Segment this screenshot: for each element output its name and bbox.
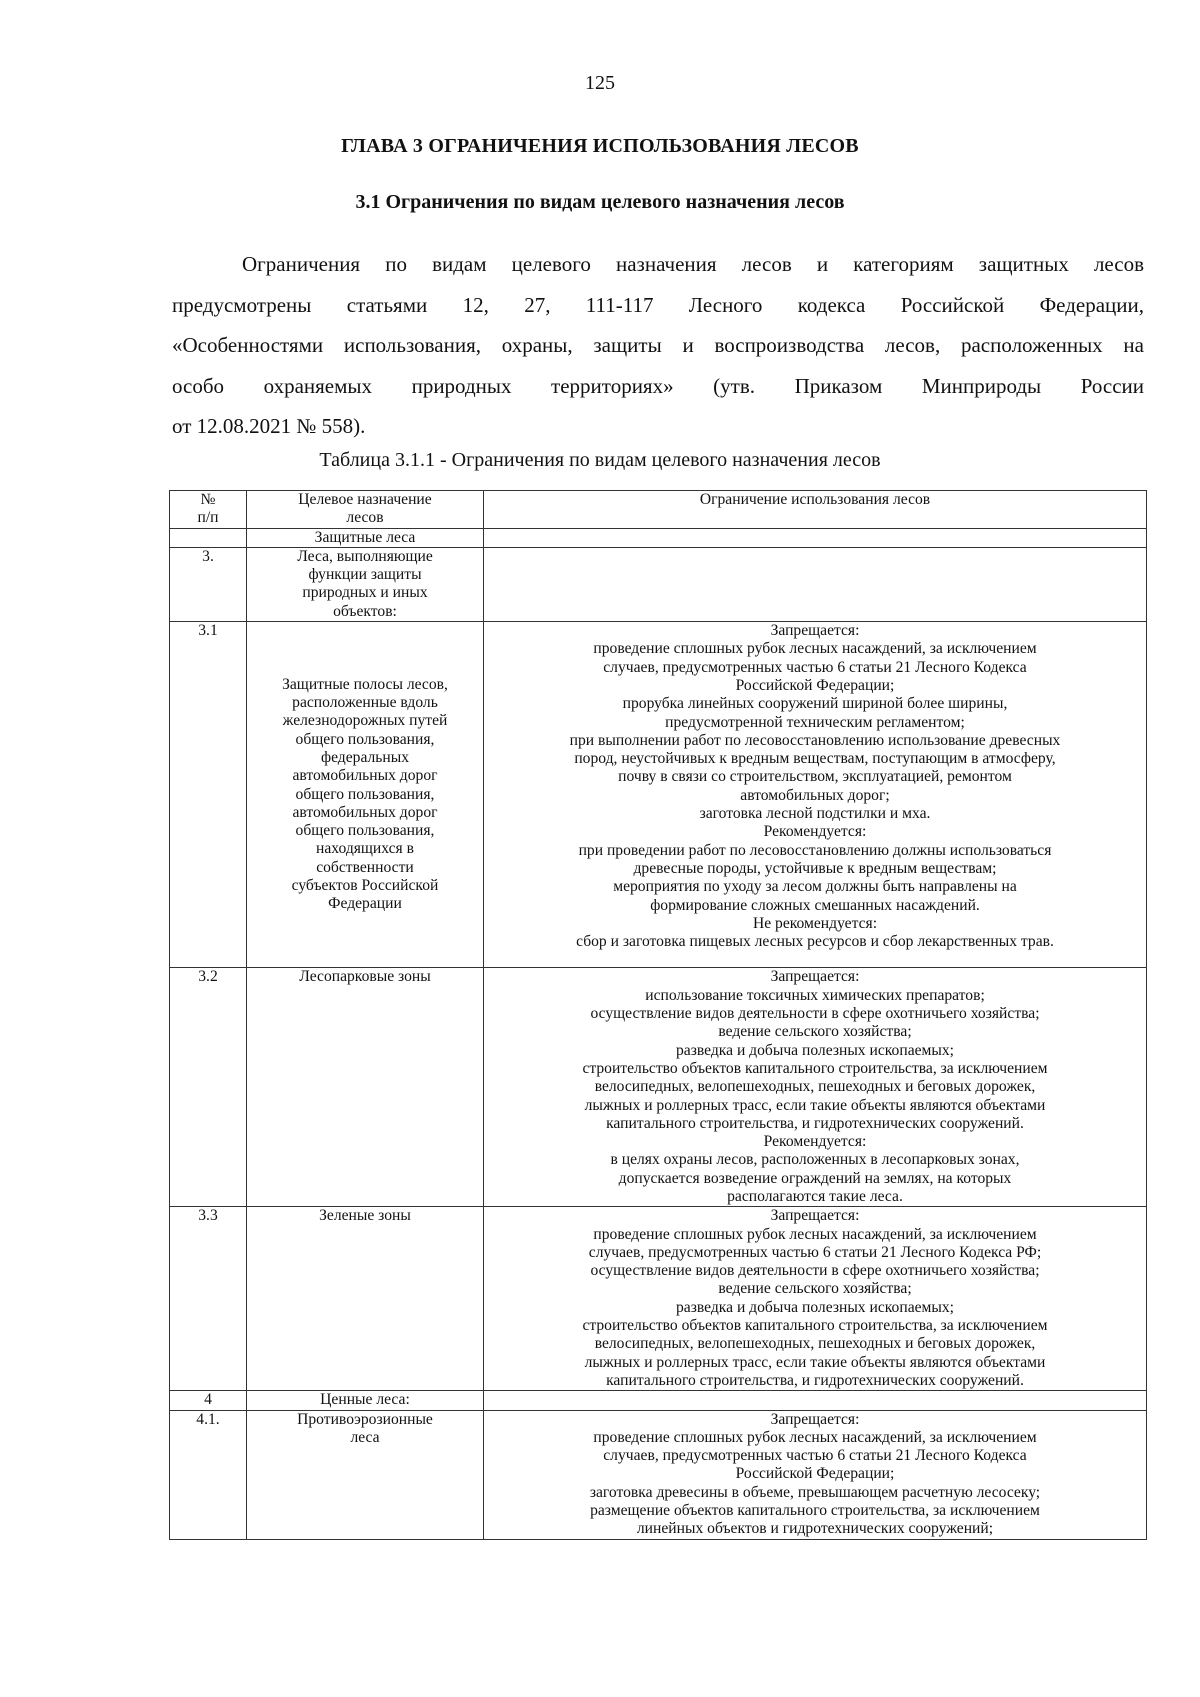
row-restrictions: [484, 547, 1147, 621]
section-title: 3.1 Ограничения по видам целевого назначения лесов: [355, 191, 845, 213]
intro-line: особо охраняемых природных территориях» (утв. Приказом Минприроды России: [172, 373, 1144, 398]
row-purpose: Защитные полосы лесов, расположенные вдоль железнодорожных путей общего пользования, федеральных автомобильных дорог общего пользования, автомобильных дорог общего пользования, находящихся в собственности субъектов Российской Федерации: [247, 622, 484, 968]
header-number: № п/п: [170, 491, 247, 529]
intro-line: от 12.08.2021 № 558).: [172, 414, 366, 438]
row-number: 3.2: [170, 968, 247, 1207]
row-number: 3.: [170, 547, 247, 621]
row-number: [170, 528, 247, 547]
table-caption: Таблица 3.1.1 - Ограничения по видам целевого назначения лесов: [319, 449, 881, 471]
table-row: [170, 1410, 1147, 1539]
row-purpose: Лесопарковые зоны: [247, 968, 484, 1207]
page-number: 125: [585, 72, 615, 94]
row-restrictions: [484, 1391, 1147, 1410]
table-row: [170, 968, 1147, 1207]
row-number: 3.3: [170, 1207, 247, 1391]
table-row: [170, 547, 1147, 621]
table-header-row: [170, 491, 1147, 529]
chapter-title: ГЛАВА 3 ОГРАНИЧЕНИЯ ИСПОЛЬЗОВАНИЯ ЛЕСОВ: [341, 135, 859, 157]
header-restrictions: Ограничение использования лесов: [484, 491, 1147, 529]
intro-line: «Особенностями использования, охраны, защиты и воспроизводства лесов, расположенных на: [172, 333, 1144, 357]
row-number: 4: [170, 1391, 247, 1410]
row-restrictions: Запрещается: проведение сплошных рубок лесных насаждений, за исключением случаев, предусмотренных частью 6 статьи 21 Лесного Кодекса Российской Федерации; заготовка древесины в объеме, превышающем расчетную лесосеку; размещение объектов капитального строительства, за исключением линейных объектов и гидротехнических сооружений;: [484, 1410, 1147, 1539]
row-purpose: Ценные леса:: [247, 1391, 484, 1410]
row-purpose: Защитные леса: [247, 528, 484, 547]
row-restrictions: Запрещается: проведение сплошных рубок лесных насаждений, за исключением случаев, предусмотренных частью 6 статьи 21 Лесного Кодекса Российской Федерации; прорубка линейных сооружений шириной более ширины, предусмотренной техническим регламентом; при выполнении работ по лесовосстановлению использование древесных пород, неустойчивых к вредным веществам, поступающим в атмосферу, почву в связи со строительством, эксплуатацией, ремонтом автомобильных дорог; заготовка лесной подстилки и мха. Рекомендуется: при проведении работ по лесовосстановлению должны использоваться древесные породы, устойчивые к вредным веществам; мероприятия по уходу за лесом должны быть направлены на формирование сложных смешанных насаждений. Не рекомендуется: сбор и заготовка пищевых лесных ресурсов и сбор лекарственных трав.: [484, 622, 1147, 968]
row-purpose: Леса, выполняющие функции защиты природных и иных объектов:: [247, 547, 484, 621]
table-row: [170, 528, 1147, 547]
row-number: 4.1.: [170, 1410, 247, 1539]
row-restrictions: Запрещается: проведение сплошных рубок лесных насаждений, за исключением случаев, предусмотренных частью 6 статьи 21 Лесного Кодекса РФ; осуществление видов деятельности в сфере охотничьего хозяйства; ведение сельского хозяйства; разведка и добыча полезных ископаемых; строительство объектов капитального строительства, за исключением велосипедных, велопешеходных, пешеходных и беговых дорожек, лыжных и роллерных трасс, если такие объекты являются объектами капитального строительства, и гидротехнических сооружений.: [484, 1207, 1147, 1391]
row-number: 3.1: [170, 622, 247, 968]
table-row: [170, 622, 1147, 968]
row-purpose: Противоэрозионные леса: [247, 1410, 484, 1539]
row-purpose: Зеленые зоны: [247, 1207, 484, 1391]
intro-paragraph: [172, 244, 1144, 447]
intro-line: Ограничения по видам целевого назначения лесов и категориям защитных лесов: [242, 252, 1144, 276]
row-restrictions: [484, 528, 1147, 547]
header-purpose: Целевое назначение лесов: [247, 491, 484, 529]
row-restrictions: Запрещается: использование токсичных химических препаратов; осуществление видов деятельности в сфере охотничьего хозяйства; ведение сельского хозяйства; разведка и добыча полезных ископаемых; строительство объектов капитального строительства, за исключением велосипедных, велопешеходных, пешеходных и беговых дорожек, лыжных и роллерных трасс, если такие объекты являются объектами капитального строительства, и гидротехнических сооружений. Рекомендуется: в целях охраны лесов, расположенных в лесопарковых зонах, допускается возведение ограждений на землях, на которых располагаются такие леса.: [484, 968, 1147, 1207]
restrictions-table: [169, 490, 1147, 1540]
table-row: [170, 1391, 1147, 1410]
intro-line: предусмотрены статьями 12, 27, 111-117 Лесного кодекса Российской Федерации,: [172, 292, 1144, 317]
table-row: [170, 1207, 1147, 1391]
